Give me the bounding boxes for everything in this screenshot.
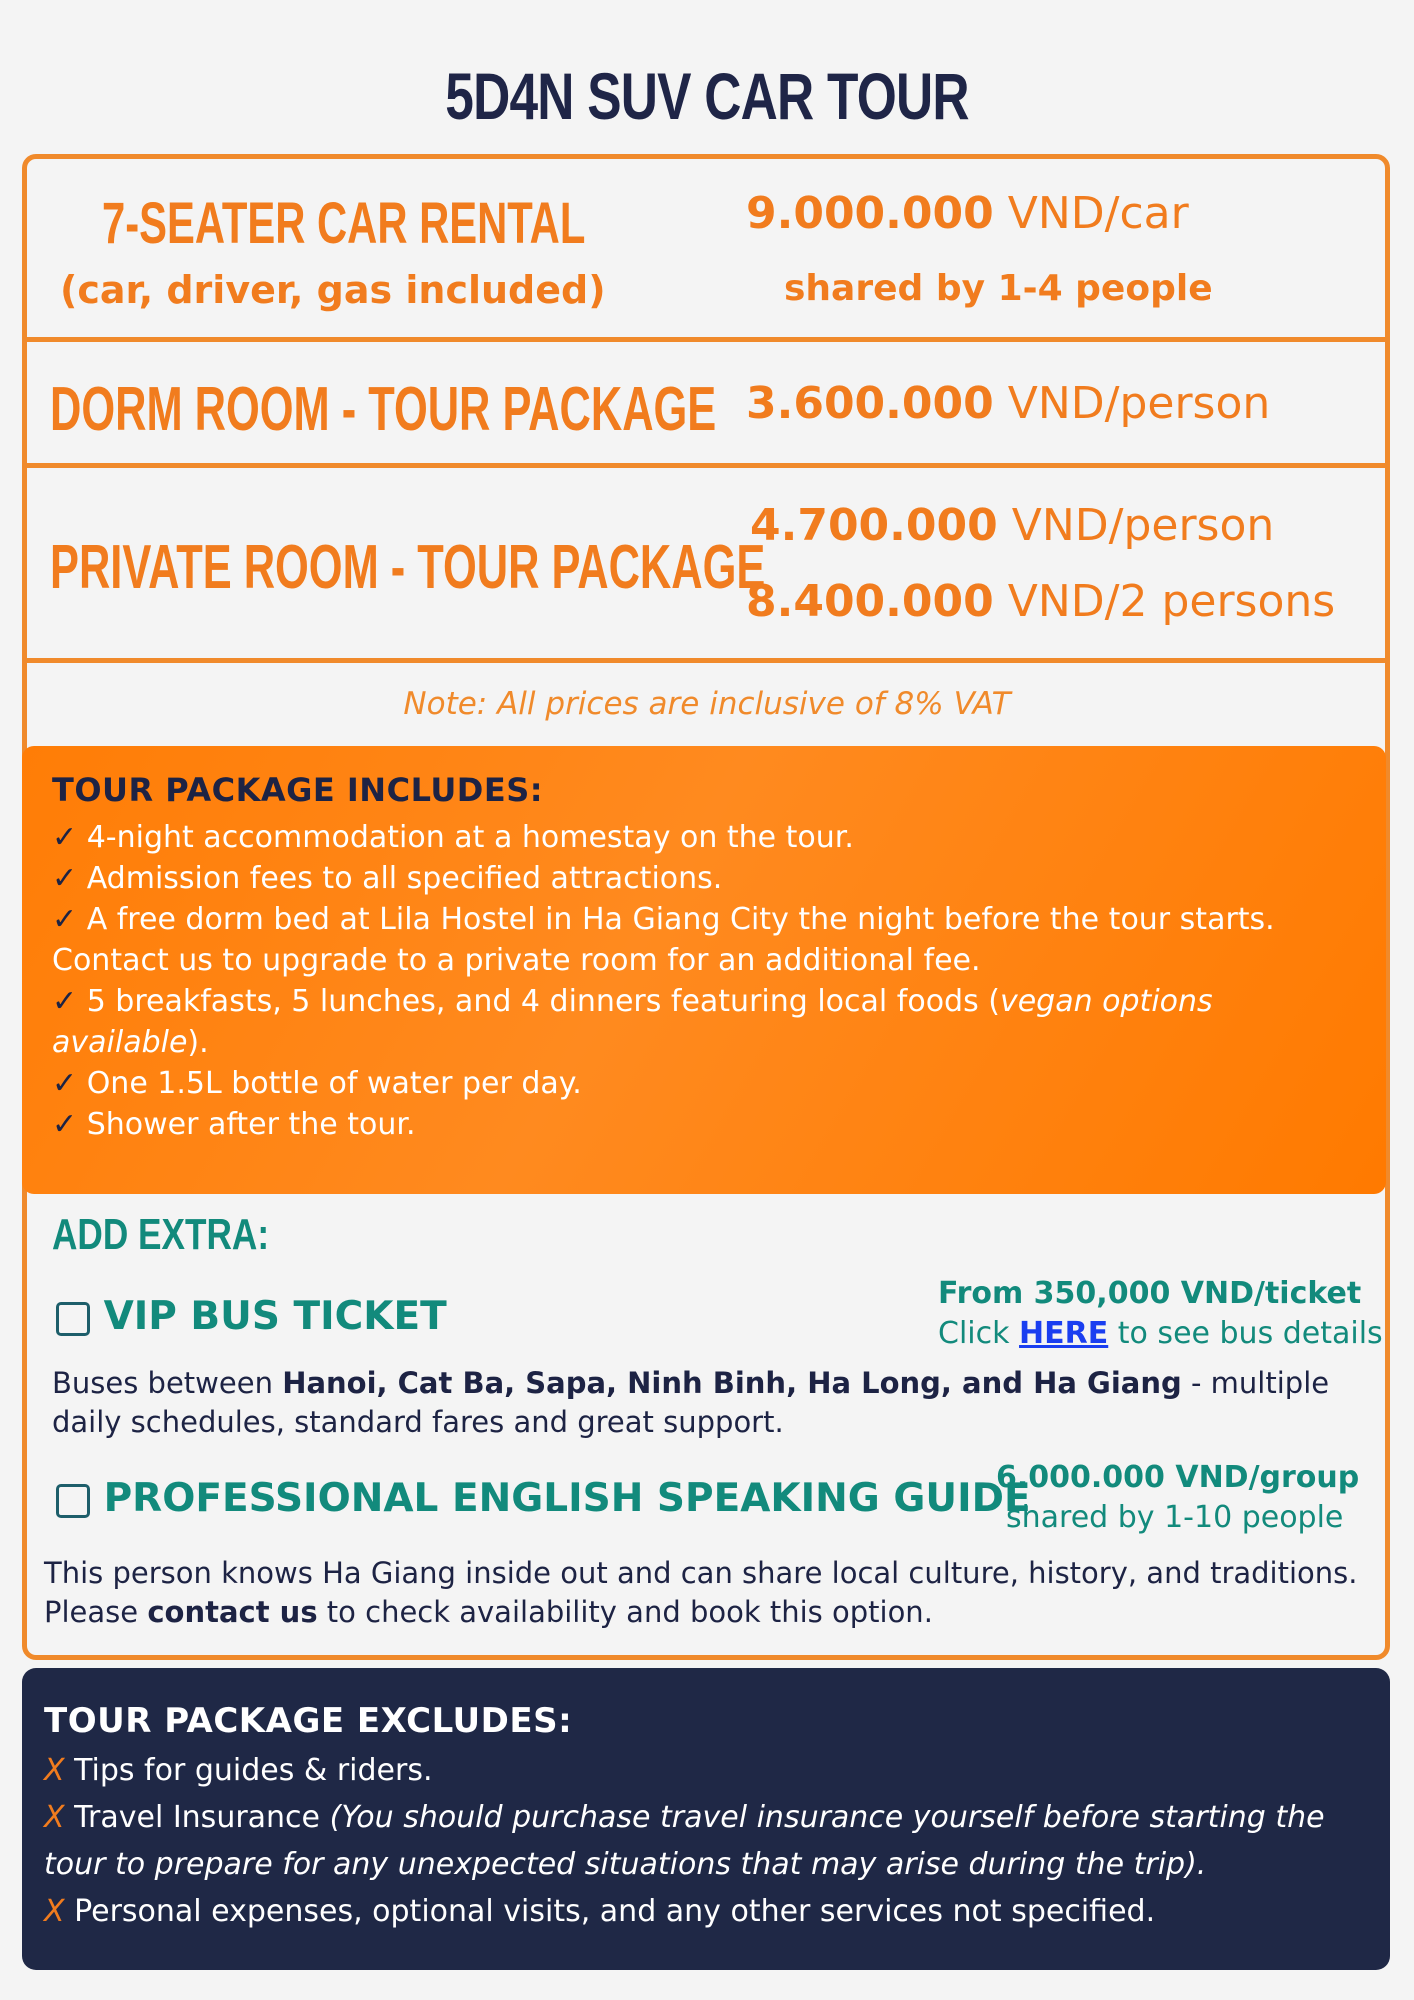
- item-text: Admission fees to all specified attractions.: [86, 861, 723, 896]
- private-package-price: [750, 500, 1274, 551]
- check-icon: ✓: [52, 820, 78, 855]
- private-package-price-2: [746, 576, 1335, 627]
- item-text-end: ).: [187, 1025, 209, 1060]
- add-extra-heading: ADD EXTRA:: [52, 1210, 270, 1259]
- checkbox-icon[interactable]: [56, 1484, 90, 1518]
- item-text: Shower after the tour.: [86, 1107, 416, 1142]
- vip-bus-option[interactable]: [56, 1294, 447, 1339]
- car-rental-price-note: shared by 1-4 people: [784, 268, 1213, 309]
- car-rental-price: [746, 188, 1189, 239]
- item-italic: (You should purchase travel insurance yourself before starting the tour to prepare for any unexpected situations that may arise during the trip).: [44, 1800, 1325, 1882]
- list-item: [52, 1104, 1356, 1145]
- row-divider: [22, 658, 1390, 663]
- item-text: Tips for guides & riders.: [74, 1753, 433, 1788]
- vip-bus-description: [52, 1364, 1372, 1442]
- desc-text: This person knows Ha Giang inside out and can share local culture, history, and traditions. Please: [44, 1556, 1358, 1629]
- excludes-panel: [22, 1668, 1390, 1970]
- guide-description: [44, 1554, 1374, 1632]
- checkbox-icon[interactable]: [56, 1302, 90, 1336]
- dorm-package-label: DORM ROOM - TOUR PACKAGE: [50, 375, 717, 444]
- item-text: 5 breakfasts, 5 lunches, and 4 dinners featuring local foods (: [86, 984, 1000, 1019]
- excludes-heading: TOUR PACKAGE EXCLUDES:: [44, 1701, 573, 1741]
- price-unit: VND/car: [1007, 188, 1189, 239]
- price-amount: 3.600.000: [746, 378, 994, 429]
- page-title: 5D4N SUV CAR TOUR: [445, 59, 969, 133]
- list-item: [52, 899, 1356, 981]
- item-text: A free dorm bed at Lila Hostel in Ha Giang City the night before the tour starts. Contact us to upgrade to a private room for an additional fee.: [52, 902, 1275, 978]
- list-item: [52, 981, 1356, 1063]
- price-amount: 8.400.000: [746, 576, 994, 627]
- item-text: 4-night accommodation at a homestay on the tour.: [86, 820, 854, 855]
- dorm-package-price: [746, 378, 1270, 429]
- check-icon: ✓: [52, 1107, 78, 1142]
- link-after-text: to see bus details: [1117, 1316, 1383, 1351]
- guide-option[interactable]: [56, 1476, 1031, 1521]
- list-item: [52, 817, 1356, 858]
- desc-bold: Hanoi, Cat Ba, Sapa, Ninh Binh, Ha Long, and Ha Giang: [282, 1366, 1182, 1400]
- private-package-label: PRIVATE ROOM - TOUR PACKAGE: [50, 533, 766, 602]
- list-item: [52, 858, 1356, 899]
- x-icon: X: [44, 1800, 65, 1835]
- item-text: Personal expenses, optional visits, and any other services not specified.: [74, 1894, 1156, 1929]
- price-unit: VND/2 persons: [1007, 576, 1336, 627]
- price-amount: 4.700.000: [750, 500, 998, 551]
- guide-price-note: shared by 1-10 people: [1006, 1500, 1344, 1535]
- price-unit: VND/person: [1007, 378, 1271, 429]
- check-icon: ✓: [52, 902, 78, 937]
- item-text: One 1.5L bottle of water per day.: [86, 1066, 582, 1101]
- car-rental-sublabel: (car, driver, gas included): [60, 268, 606, 312]
- item-text: Travel Insurance: [74, 1800, 321, 1835]
- bus-details-link[interactable]: HERE: [1019, 1316, 1109, 1351]
- vat-note: Note: All prices are inclusive of 8% VAT: [403, 686, 1011, 722]
- desc-text: - multiple daily schedules, standard fares and great support.: [52, 1366, 1330, 1439]
- price-unit: VND/person: [1011, 500, 1275, 551]
- check-icon: ✓: [52, 861, 78, 896]
- list-item: [44, 1888, 1368, 1935]
- check-icon: ✓: [52, 1066, 78, 1101]
- x-icon: X: [44, 1894, 65, 1929]
- list-item: [44, 1747, 1368, 1794]
- item-italic: vegan options available: [52, 984, 1213, 1060]
- vip-bus-link-line: [938, 1316, 1383, 1351]
- row-divider: [22, 337, 1390, 342]
- desc-text: to check availability and book this option.: [326, 1595, 933, 1629]
- vip-bus-price: From 350,000 VND/ticket: [938, 1276, 1362, 1311]
- list-item: [44, 1794, 1368, 1888]
- car-rental-label: 7-SEATER CAR RENTAL: [102, 191, 586, 256]
- click-text: Click: [938, 1316, 1010, 1351]
- includes-heading: TOUR PACKAGE INCLUDES:: [52, 771, 544, 809]
- option-label: PROFESSIONAL ENGLISH SPEAKING GUIDE: [103, 1476, 1031, 1521]
- guide-price: 6.000.000 VND/group: [996, 1460, 1360, 1495]
- x-icon: X: [44, 1753, 65, 1788]
- row-divider: [22, 463, 1390, 468]
- list-item: [52, 1063, 1356, 1104]
- includes-panel: [22, 746, 1386, 1194]
- check-icon: ✓: [52, 984, 78, 1019]
- option-label: VIP BUS TICKET: [103, 1294, 447, 1339]
- contact-us-link[interactable]: contact us: [147, 1595, 318, 1629]
- price-amount: 9.000.000: [746, 188, 994, 239]
- desc-text: Buses between: [52, 1366, 273, 1400]
